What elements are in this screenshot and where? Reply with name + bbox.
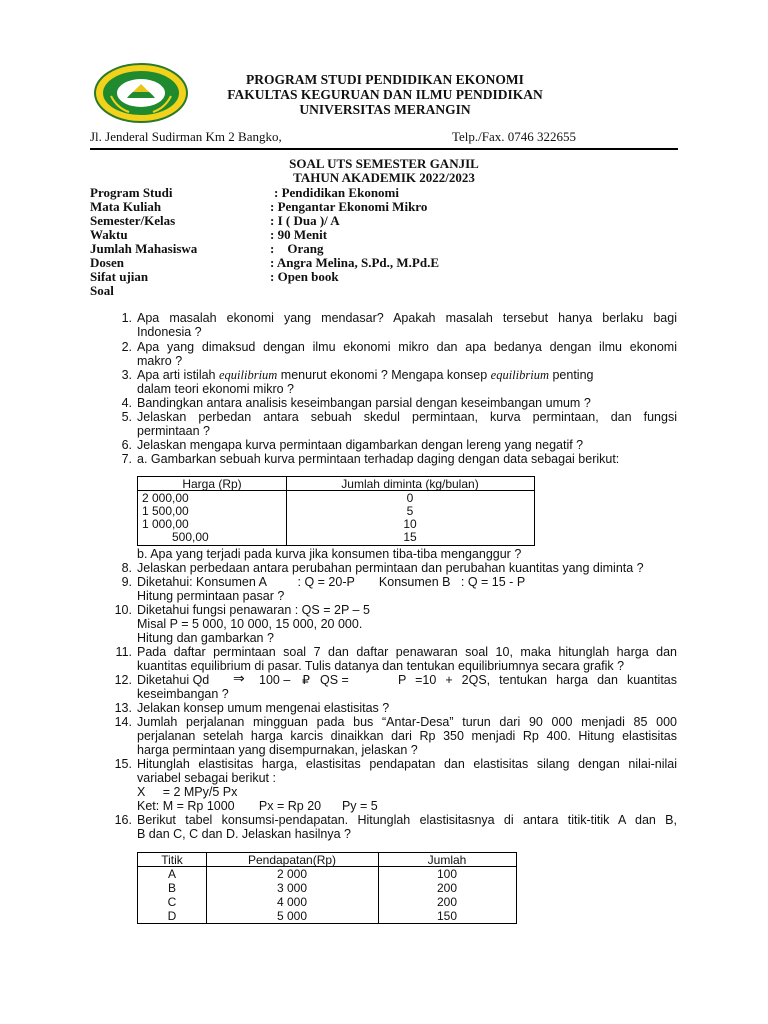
table-cell: A: [167, 867, 176, 881]
table-cell: 2 000: [276, 867, 308, 881]
question-number: 12.: [114, 673, 132, 687]
info-label: Sifat ujian: [90, 269, 149, 284]
address: Jl. Jenderal Sudirman Km 2 Bangko,: [90, 129, 282, 144]
table-cell: 4 000: [276, 895, 308, 909]
info-value: : Pengantar Ekonomi Mikro: [270, 199, 428, 214]
question-12-part-c: QS =: [320, 673, 349, 687]
question-5-line-2: permintaan ?: [137, 424, 210, 438]
info-label: Waktu: [90, 227, 128, 242]
question-14-line-2: perjalanan setelah harga karcis dinaikkan dari Rp 350 menjadi Rp 400. Hitung elastisitas: [137, 729, 677, 743]
table-cell: C: [167, 895, 177, 909]
question-13: Jelakan konsep umum mengenai elastisitas ?: [137, 701, 390, 715]
info-label: Jumlah Mahasiswa: [90, 241, 198, 256]
question-2-line-1: Apa yang dimaksud dengan ilmu ekonomi mikro dan apa bedanya dengan ilmu ekonomi: [137, 340, 677, 354]
question-number: 5.: [121, 410, 132, 424]
question-3-line-2: dalam teori ekonomi mikro ?: [137, 382, 295, 396]
table-cell: 100: [436, 867, 458, 881]
question-number: 16.: [114, 813, 132, 827]
question-11-line-1: Pada daftar permintaan soal 7 dan daftar penawaran soal 10, maka hitunglah harga dan: [137, 645, 677, 659]
question-12-part-b: 100 –: [259, 673, 291, 687]
question-12-part-a: Diketahui Qd: [137, 673, 210, 687]
info-label: Program Studi: [90, 185, 173, 200]
p-symbol-icon: ₽: [302, 673, 310, 687]
info-label: Dosen: [90, 255, 124, 270]
question-number: 1.: [121, 311, 132, 325]
question-1-line-1: Apa masalah ekonomi yang mendasar? Apakah masalah tersebut hanya berlaku bagi: [137, 311, 677, 325]
question-1-line-2: Indonesia ?: [137, 325, 202, 339]
question-15-line-4: Ket: M = Rp 1000 Px = Rp 20 Py = 5: [137, 799, 378, 813]
income-consumption-table: [137, 852, 517, 924]
header-line-1: PROGRAM STUDI PENDIDIKAN EKONOMI: [246, 72, 524, 87]
info-value: : Open book: [270, 269, 339, 284]
table-header: Pendapatan(Rp): [247, 853, 337, 867]
info-value: : I ( Dua )/ A: [270, 213, 340, 228]
question-number: 10.: [114, 603, 132, 617]
implies-arrow-icon: ⇒: [233, 670, 245, 686]
info-label: Mata Kuliah: [90, 199, 162, 214]
table-header: Harga (Rp): [182, 477, 242, 491]
table-cell: 200: [436, 895, 458, 909]
question-number: 3.: [121, 368, 132, 382]
question-5-line-1: Jelaskan perbedan antara sebuah skedul permintaan, kurva permintaan, dan fungsi: [137, 410, 677, 424]
question-number: 9.: [121, 575, 132, 589]
header-line-3: UNIVERSITAS MERANGIN: [299, 102, 471, 117]
table-cell: 1 500,00: [142, 504, 189, 518]
question-8: Jelaskan perbedaan antara perubahan permintaan dan perubahan kuantitas yang diminta ?: [137, 561, 644, 575]
table-header: Jumlah: [427, 853, 467, 867]
info-value: : Pendidikan Ekonomi: [274, 185, 399, 200]
phone-fax: Telp./Fax. 0746 322655: [452, 129, 577, 144]
question-7-a: a. Gambarkan sebuah kurva permintaan terhadap daging dengan data sebagai berikut:: [137, 452, 620, 466]
exam-year: TAHUN AKADEMIK 2022/2023: [293, 170, 475, 185]
question-3-line-1: Apa arti istilah equilibrium menurut ekonomi ? Mengapa konsep equilibrium penting: [137, 368, 594, 382]
question-number: 13.: [114, 701, 132, 715]
question-4: Bandingkan antara analisis keseimbangan parsial dengan keseimbangan umum ?: [137, 396, 591, 410]
table-cell: 200: [436, 881, 458, 895]
question-9-line-2: Hitung permintaan pasar ?: [137, 589, 285, 603]
question-16-line-1: Berikut tabel konsumsi-pendapatan. Hitunglah elastisitasnya di antara titik-titik A dan B,: [137, 813, 677, 827]
question-number: 2.: [121, 340, 132, 354]
question-12-part-d: P =10 + 2QS, tentukan harga dan kuantitas: [398, 673, 677, 687]
question-16-line-2: B dan C, C dan D. Jelaskan hasilnya ?: [137, 827, 352, 841]
question-10-line-3: Hitung dan gambarkan ?: [137, 631, 274, 645]
table-cell: 10: [403, 517, 417, 531]
exam-title: SOAL UTS SEMESTER GANJIL: [289, 156, 479, 171]
question-9-line-1: Diketahui: Konsumen A : Q = 20-P Konsumen B : Q = 15 - P: [137, 575, 526, 589]
table-cell: D: [167, 909, 177, 923]
header-divider: [90, 148, 678, 150]
demand-table: [137, 476, 535, 546]
table-cell: 2 000,00: [142, 491, 189, 505]
question-2-line-2: makro ?: [137, 354, 183, 368]
question-6: Jelaskan mengapa kurva permintaan digambarkan dengan lereng yang negatif ?: [137, 438, 584, 452]
table-cell: 500,00: [172, 530, 209, 544]
question-10-line-1: Diketahui fungsi penawaran : QS = 2P – 5: [137, 603, 370, 617]
question-14-line-3: harga permintaan yang disempurnakan, jelaskan ?: [137, 743, 418, 757]
question-10-line-2: Misal P = 5 000, 10 000, 15 000, 20 000.: [137, 617, 363, 631]
question-number: 8.: [121, 561, 132, 575]
question-12-line-2: keseimbangan ?: [137, 687, 229, 701]
info-label: Semester/Kelas: [90, 213, 176, 228]
header-line-2: FAKULTAS KEGURUAN DAN ILMU PENDIDIKAN: [227, 87, 543, 102]
table-cell: 0: [406, 491, 414, 505]
table-cell: 5: [406, 504, 414, 518]
question-11-line-2: kuantitas equilibrium di pasar. Tulis datanya dan tentukan equilibriumnya secara grafik ?: [137, 659, 625, 673]
info-value: : 90 Menit: [270, 227, 328, 242]
question-15-line-2: variabel sebagai berikut :: [137, 771, 276, 785]
table-cell: B: [167, 881, 176, 895]
info-label: Soal: [90, 283, 114, 298]
question-number: 6.: [121, 438, 132, 452]
question-14-line-1: Jumlah perjalanan mingguan pada bus “Antar-Desa” turun dari 90 000 menjadi 85 000: [137, 715, 677, 729]
question-15-line-1: Hitunglah elastisitas harga, elastisitas pendapatan dan elastisitas silang dengan nilai-nilai: [137, 757, 677, 771]
question-7-b: b. Apa yang terjadi pada kurva jika konsumen tiba-tiba menganggur ?: [137, 547, 522, 561]
question-number: 11.: [115, 645, 132, 659]
table-header: Titik: [161, 853, 183, 867]
info-value: : Orang: [270, 241, 324, 256]
table-cell: 150: [436, 909, 458, 923]
table-cell: 3 000: [276, 881, 308, 895]
table-cell: 15: [403, 530, 417, 544]
question-number: 15.: [114, 757, 132, 771]
question-15-line-3: X = 2 MPy/5 Px: [137, 785, 238, 799]
question-number: 14.: [114, 715, 132, 729]
question-number: 7.: [121, 452, 132, 466]
table-cell: 1 000,00: [142, 517, 189, 531]
info-value: : Angra Melina, S.Pd., M.Pd.E: [270, 255, 440, 270]
table-cell: 5 000: [276, 909, 308, 923]
question-number: 4.: [121, 396, 132, 410]
table-header: Jumlah diminta (kg/bulan): [341, 477, 479, 491]
